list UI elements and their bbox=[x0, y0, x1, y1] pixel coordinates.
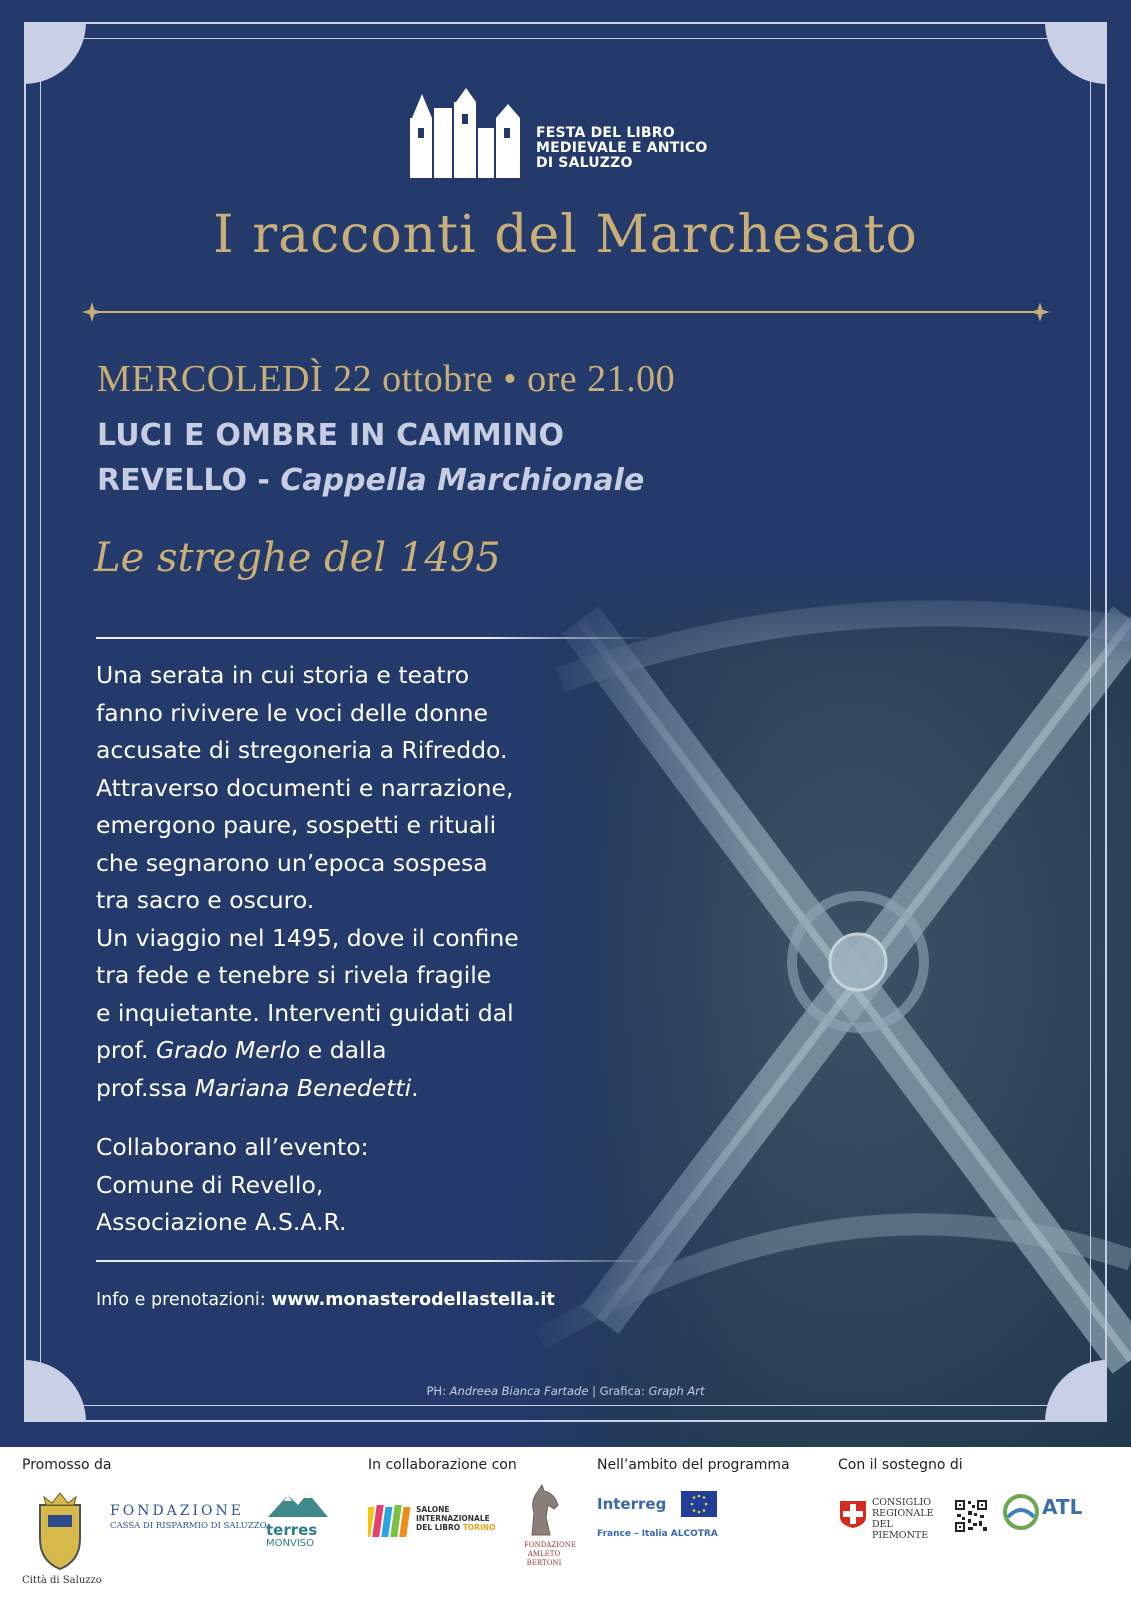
collaborator-item: Comune di Revello, bbox=[96, 1170, 324, 1199]
credit-separator: | bbox=[592, 1384, 596, 1398]
eu-flag-icon bbox=[681, 1491, 717, 1517]
description-line bbox=[96, 1070, 616, 1108]
footer-heading-collaboration: In collaborazione con bbox=[368, 1457, 517, 1473]
colored-stripes-icon bbox=[368, 1503, 412, 1539]
sponsor-name: DEL PIEMONTE bbox=[872, 1519, 929, 1541]
collaborator-item: Associazione A.S.A.R. bbox=[96, 1208, 347, 1236]
description-line: Attraverso documenti e narrazione, bbox=[96, 773, 514, 802]
sponsor-caption: Città di Saluzzo bbox=[22, 1575, 102, 1586]
footer-heading-program: Nell’ambito del programma bbox=[597, 1457, 790, 1473]
description-line: Un viaggio nel 1495, dove il confine bbox=[96, 923, 519, 952]
atl-logo bbox=[1002, 1493, 1112, 1537]
photo-credits bbox=[0, 1384, 1131, 1398]
sponsor-name: Interreg bbox=[597, 1495, 667, 1513]
speaker-title: prof. bbox=[96, 1036, 149, 1064]
credit-name: Graph Art bbox=[648, 1384, 705, 1398]
sponsor-name: CONSIGLIO bbox=[872, 1497, 932, 1508]
logo-line-2: MEDIEVALE E ANTICO bbox=[536, 140, 708, 156]
sponsor-name: SALONE bbox=[416, 1505, 450, 1514]
event-subtitle: Le streghe del 1495 bbox=[94, 535, 501, 581]
sponsor-caption: FONDAZIONE AMLETO BERTONI bbox=[524, 1541, 576, 1567]
credit-name: Andreea Bianca Fartade bbox=[449, 1384, 589, 1398]
horse-head-icon bbox=[524, 1483, 564, 1537]
page-title: I racconti del Marchesato bbox=[213, 205, 918, 265]
divider-line bbox=[96, 1260, 656, 1262]
venue-town: REVELLO - bbox=[97, 463, 270, 498]
description-line: tra fede e tenebre si rivela fragile bbox=[96, 961, 492, 989]
event-description bbox=[96, 657, 616, 1107]
description-line: e inquietante. Interventi guidati dal bbox=[96, 998, 514, 1027]
sponsor-subname: MONVISO bbox=[266, 1538, 314, 1549]
atl-circle-icon bbox=[1002, 1493, 1040, 1531]
ornamental-divider bbox=[80, 300, 1052, 324]
booking-label: Info e prenotazioni: bbox=[96, 1290, 266, 1310]
venue-place: Cappella Marchionale bbox=[280, 463, 645, 498]
divider-line bbox=[96, 637, 656, 639]
booking-info bbox=[96, 1290, 555, 1310]
event-name: LUCI E OMBRE IN CAMMINO bbox=[97, 418, 565, 453]
logo-line-3: DI SALUZZO bbox=[536, 155, 633, 171]
credit-label: Grafica: bbox=[599, 1384, 645, 1398]
sponsor-name: INTERNAZIONALE bbox=[416, 1514, 490, 1523]
description-line: fanno rivivere le voci delle donne bbox=[96, 698, 488, 727]
description-line: Una serata in cui storia e teatro bbox=[96, 661, 470, 689]
fondazione-crs-logo bbox=[110, 1503, 267, 1543]
speaker-title: prof.ssa bbox=[96, 1073, 188, 1102]
footer-heading-promoted: Promosso da bbox=[22, 1457, 112, 1473]
description-line: accusate di stregoneria a Rifreddo. bbox=[96, 736, 508, 764]
description-text: . bbox=[411, 1073, 419, 1102]
logo-line-1: FESTA DEL LIBRO bbox=[536, 125, 675, 141]
interreg-alcotra-logo bbox=[597, 1495, 747, 1555]
citta-di-saluzzo-logo bbox=[22, 1487, 102, 1593]
website-link[interactable]: www.monasterodellastella.it bbox=[271, 1290, 555, 1310]
sponsor-subname: France – Italia ALCOTRA bbox=[597, 1529, 718, 1539]
mountain-icon bbox=[266, 1489, 330, 1519]
castle-towers-icon bbox=[408, 88, 532, 184]
description-text: e dalla bbox=[307, 1036, 387, 1064]
qr-code-icon[interactable] bbox=[954, 1499, 988, 1533]
sponsor-subname: CASSA DI RISPARMIO DI SALUZZO bbox=[110, 1521, 267, 1531]
festival-logo bbox=[408, 88, 738, 184]
piemonte-shield-icon bbox=[838, 1499, 868, 1529]
sponsor-city: TORINO bbox=[462, 1523, 496, 1532]
terres-monviso-logo bbox=[266, 1489, 330, 1559]
consiglio-regionale-logo bbox=[838, 1497, 948, 1541]
speaker-name: Grado Merlo bbox=[155, 1036, 301, 1064]
description-line: che segnarono un’epoca sospesa bbox=[96, 848, 488, 877]
collaborators bbox=[96, 1129, 369, 1242]
fondazione-bertoni-logo bbox=[524, 1483, 576, 1591]
event-date-time: MERCOLEDÌ 22 ottobre • ore 21.00 bbox=[97, 358, 676, 400]
description-line: tra sacro e oscuro. bbox=[96, 886, 315, 914]
sponsor-name: ATL bbox=[1042, 1495, 1083, 1519]
sponsor-name: terres bbox=[266, 1521, 318, 1539]
credit-label: PH: bbox=[426, 1384, 446, 1398]
sponsor-name: DEL LIBRO bbox=[416, 1523, 461, 1532]
description-line: emergono paure, sospetti e rituali bbox=[96, 811, 497, 839]
event-venue bbox=[97, 463, 644, 498]
collaborators-heading: Collaborano all’evento: bbox=[96, 1133, 369, 1161]
sponsor-name: FONDAZIONE bbox=[110, 1503, 244, 1519]
coat-of-arms-icon bbox=[22, 1487, 98, 1575]
salone-libro-logo bbox=[368, 1503, 504, 1547]
speaker-name: Mariana Benedetti bbox=[194, 1073, 412, 1102]
footer-heading-support: Con il sostegno di bbox=[838, 1457, 963, 1473]
sponsor-name: REGIONALE bbox=[872, 1508, 934, 1519]
sponsors-footer bbox=[0, 1447, 1131, 1600]
description-line bbox=[96, 1032, 616, 1070]
